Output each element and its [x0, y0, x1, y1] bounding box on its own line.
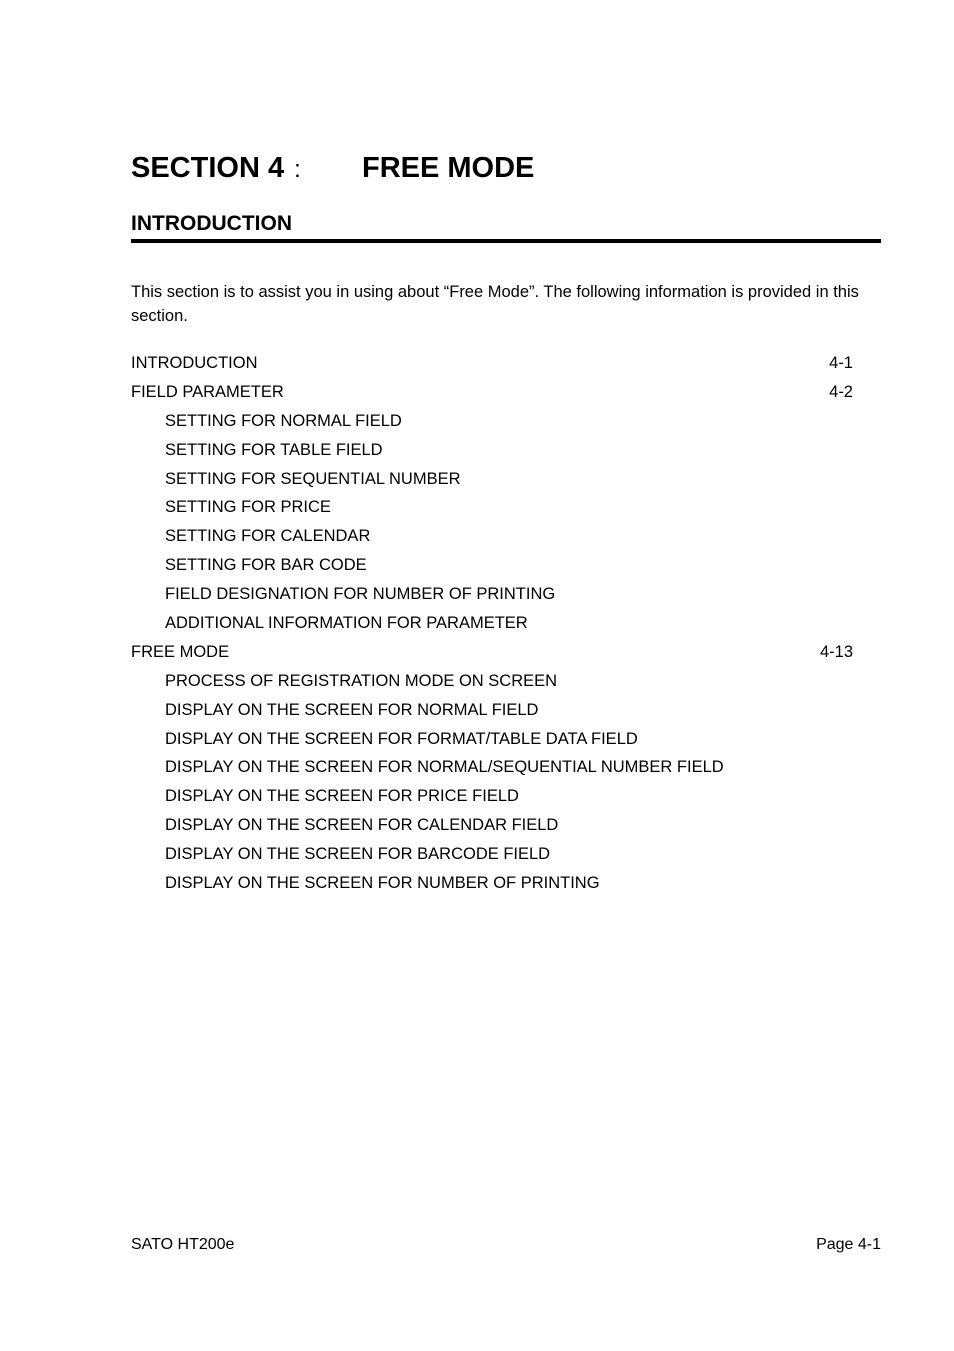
- toc-entry: [131, 638, 853, 667]
- toc-entry-label: DISPLAY ON THE SCREEN FOR NUMBER OF PRINTING: [165, 874, 600, 893]
- toc-entry: [131, 436, 853, 465]
- toc-entry-label: SETTING FOR PRICE: [165, 498, 331, 517]
- toc-entry: [131, 725, 853, 754]
- toc-entry-label: DISPLAY ON THE SCREEN FOR PRICE FIELD: [165, 787, 519, 806]
- toc-entry: [131, 522, 853, 551]
- footer-page-number: Page 4-1: [816, 1236, 881, 1253]
- toc-entry: [131, 580, 853, 609]
- introduction-heading: INTRODUCTION: [131, 212, 292, 235]
- toc-entry-label: PROCESS OF REGISTRATION MODE ON SCREEN: [165, 671, 558, 690]
- section-title: [131, 148, 535, 190]
- toc-entry: [131, 840, 853, 869]
- toc-entry-label: INTRODUCTION: [131, 354, 258, 372]
- toc-entry: [131, 551, 853, 580]
- toc-entry-label: FREE MODE: [131, 642, 230, 661]
- toc-entry-label: DISPLAY ON THE SCREEN FOR NORMAL/SEQUENTIAL NUMBER FIELD: [165, 758, 724, 777]
- toc-entry: [131, 869, 853, 898]
- toc-entry: [131, 407, 853, 436]
- toc-entry-label: SETTING FOR SEQUENTIAL NUMBER: [165, 469, 461, 488]
- heading-rule: [131, 239, 881, 243]
- toc-entry-label: SETTING FOR BAR CODE: [165, 556, 367, 575]
- toc-entry: [131, 465, 853, 494]
- toc-entry-label: SETTING FOR CALENDAR: [165, 527, 371, 546]
- toc-entry: [131, 667, 853, 696]
- toc-entry-label: SETTING FOR TABLE FIELD: [165, 440, 383, 459]
- toc-entry-label: DISPLAY ON THE SCREEN FOR NORMAL FIELD: [165, 700, 539, 719]
- toc-entry-label: DISPLAY ON THE SCREEN FOR BARCODE FIELD: [165, 845, 551, 864]
- toc-entry-label: DISPLAY ON THE SCREEN FOR CALENDAR FIELD: [165, 816, 559, 835]
- toc-entry-page: 4-13: [819, 642, 853, 661]
- toc-entry: [131, 378, 853, 407]
- toc-entry-label: SETTING FOR NORMAL FIELD: [165, 411, 402, 430]
- toc-entry: [131, 811, 853, 840]
- toc-entry: [131, 349, 853, 378]
- toc-entry: [131, 753, 853, 782]
- section-name: FREE MODE: [362, 152, 535, 184]
- toc-entry-page: 4-1: [829, 354, 853, 372]
- toc-entry: [131, 609, 853, 638]
- toc-entry-page: 4-2: [829, 382, 853, 401]
- section-number: SECTION 4: [131, 152, 285, 184]
- toc-entry-label: FIELD DESIGNATION FOR NUMBER OF PRINTING: [165, 585, 556, 604]
- intro-paragraph: This section is to assist you in using about “Free Mode”. The following information is provided in this section.: [131, 283, 859, 325]
- table-of-contents: [131, 349, 853, 898]
- toc-entry: [131, 696, 853, 725]
- toc-entry: [131, 782, 853, 811]
- toc-entry-label: FIELD PARAMETER: [131, 382, 284, 401]
- toc-entry: [131, 493, 853, 522]
- footer-product: SATO HT200e: [131, 1236, 235, 1253]
- section-colon: :: [294, 156, 301, 183]
- toc-entry-label: DISPLAY ON THE SCREEN FOR FORMAT/TABLE DATA FIELD: [165, 729, 638, 748]
- toc-entry-label: ADDITIONAL INFORMATION FOR PARAMETER: [165, 614, 528, 633]
